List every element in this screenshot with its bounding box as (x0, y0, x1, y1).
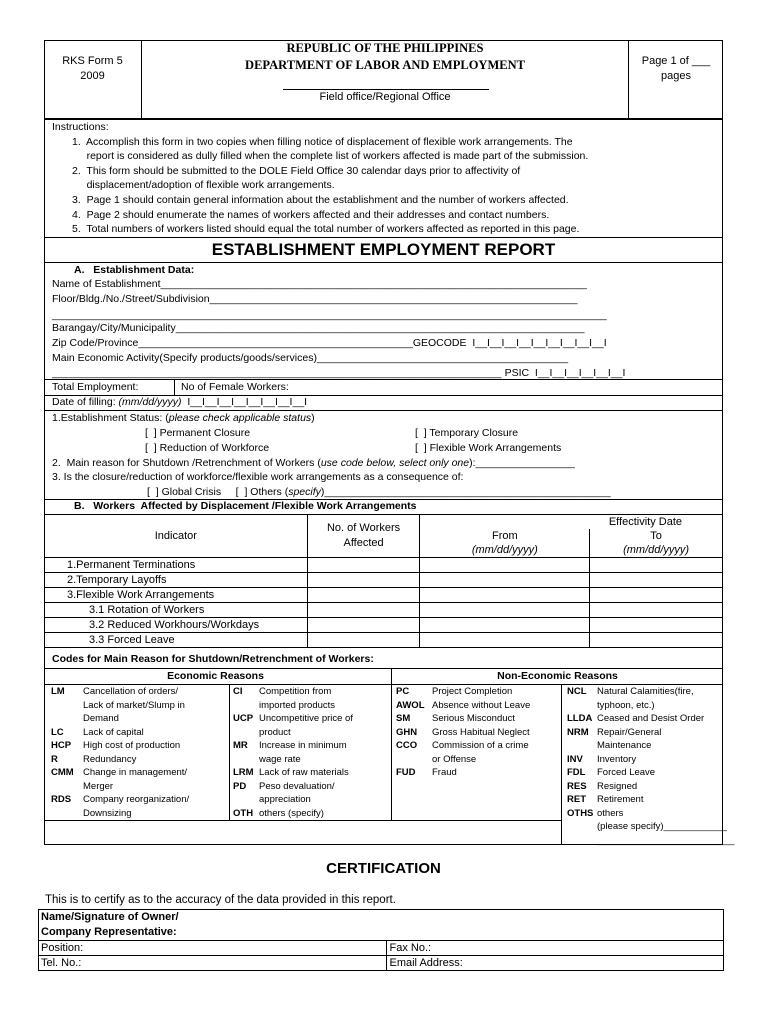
code-entry (233, 712, 391, 726)
code-entry (233, 699, 391, 713)
economic-activity-field[interactable]: Main Economic Activity(Specify products/goods/services)___________________________________________ (52, 352, 569, 364)
code-entry (396, 712, 561, 726)
code-description: Natural Calamities(fire, (597, 686, 694, 697)
establishment-name-field[interactable]: Name of Establishment_________________________________________________________________________ (52, 278, 587, 290)
female-workers-label[interactable]: No of Female Workers: (181, 381, 289, 393)
non-economic-codes-col3 (396, 685, 561, 780)
code-description: Downsizing (83, 807, 132, 819)
code-entry (51, 739, 229, 753)
code-key: R (51, 753, 58, 765)
code-description: Forced Leave (597, 767, 656, 778)
hr (44, 668, 723, 669)
col-indicator: Indicator (45, 515, 308, 558)
to-cell[interactable] (590, 558, 723, 573)
date-of-filing[interactable] (52, 396, 307, 408)
report-title: ESTABLISHMENT EMPLOYMENT REPORT (211, 240, 556, 259)
code-description: wage rate (259, 753, 301, 765)
code-entry (233, 739, 391, 753)
table-row (45, 558, 723, 573)
code-entry (51, 685, 229, 699)
code-entry (51, 780, 229, 794)
instructions-title: Instructions: (52, 121, 109, 133)
workers-cell[interactable] (307, 588, 420, 603)
code-description: typhoon, etc.) (597, 699, 655, 711)
code-entry (51, 726, 229, 740)
row-indicator: 3.1 Rotation of Workers (45, 603, 308, 618)
code-description: Project Completion (432, 686, 513, 697)
code-key: FDL (567, 767, 586, 778)
code-entry (567, 739, 723, 753)
code-key: LRM (233, 767, 254, 778)
economic-codes-col1 (51, 685, 229, 820)
code-key: CMM (51, 767, 74, 778)
code-description: Uncompetitive price of (259, 713, 353, 724)
code-description: Company reorganization/ (83, 794, 190, 805)
code-description: Demand (83, 713, 119, 724)
row-indicator: 3.2 Reduced Workhours/Workdays (45, 618, 308, 633)
zip-geocode-field[interactable]: Zip Code/Province_______________________________________________GEOCODE I__I__I__I__I__I__I__I__I__I (52, 337, 607, 349)
total-employment-label[interactable]: Total Employment: (52, 381, 139, 393)
code-key: SM (396, 713, 411, 724)
row-indicator: 3.3 Forced Leave (45, 633, 308, 648)
code-entry (233, 780, 391, 794)
section-a-title: A. Establishment Data: (74, 264, 195, 276)
consequence-options[interactable]: [ ] Global Crisis [ ] Others (specify)_________________________________________________ (147, 486, 611, 498)
code-key: PD (233, 780, 247, 792)
code-key: INV (567, 753, 583, 765)
code-key: RES (567, 780, 587, 792)
code-key: NRM (567, 726, 589, 738)
workers-cell[interactable] (307, 573, 420, 588)
from-cell[interactable] (420, 588, 590, 603)
code-description: Inventory (597, 753, 637, 765)
table-row (45, 603, 723, 618)
from-cell[interactable] (420, 633, 590, 648)
code-description: Absence without Leave (432, 699, 531, 711)
row-indicator: 2.Temporary Layoffs (45, 573, 308, 588)
workers-cell[interactable] (307, 558, 420, 573)
col-effectivity: Effectivity Date (420, 515, 723, 530)
page-counter: Page 1 of ___ pages (641, 55, 711, 82)
barangay-field[interactable]: Barangay/City/Municipality______________________________________________________________________ (52, 322, 585, 334)
to-cell[interactable] (590, 573, 723, 588)
code-key: RET (567, 794, 586, 805)
code-entry (51, 712, 229, 726)
codes-title: Codes for Main Reason for Shutdown/Retrenchment of Workers: (52, 653, 374, 665)
workers-cell[interactable] (307, 618, 420, 633)
code-key: CI (233, 686, 243, 697)
certification-title: CERTIFICATION (326, 860, 441, 877)
status-label: 1.Establishment Status: (please check applicable status) (52, 412, 315, 424)
hr (44, 820, 562, 821)
section-b-title: B. Workers Affected by Displacement /Flexible Work Arrangements (74, 500, 417, 512)
code-entry (233, 793, 391, 807)
psic-field[interactable]: _____________________________________________________________________________ PSIC I__I__I__I__I__I__I (52, 367, 626, 379)
form-id: RKS Form 5 2009 (62, 55, 123, 82)
code-entry (567, 699, 723, 713)
code-description: Lack of market/Slump in (83, 699, 185, 711)
code-entry (51, 766, 229, 780)
codes-divider (229, 684, 230, 820)
code-key: NCL (567, 686, 587, 697)
from-cell[interactable] (420, 573, 590, 588)
address-floor-field[interactable]: Floor/Bldg./No./Street/Subdivision_______________________________________________________________ (52, 293, 578, 305)
code-description: Cancellation of orders/ (83, 686, 179, 697)
code-description: (please specify)____________ (597, 821, 727, 832)
code-entry (567, 807, 723, 821)
vdivider (174, 379, 175, 395)
office-label: Field office/Regional Office (319, 91, 451, 103)
code-description: appreciation (259, 794, 311, 805)
code-description: Repair/General (597, 726, 662, 738)
col-no-workers: No. of Workers Affected (307, 515, 420, 558)
code-description: imported products (259, 699, 336, 711)
code-entry (567, 766, 723, 780)
date-filing-format: (mm/dd/yyyy) (118, 396, 182, 408)
reduction-workforce-checkbox[interactable]: [ ] Reduction of Workforce (145, 442, 270, 454)
code-key: LC (51, 726, 64, 738)
col-to: To (590, 529, 723, 543)
code-entry (567, 753, 723, 767)
from-cell[interactable] (420, 603, 590, 618)
code-key: HCP (51, 740, 72, 751)
code-key: MR (233, 740, 248, 751)
instruction-line: 3. Page 1 should contain general information about the establishment and the number of workers affected. (72, 194, 569, 206)
address-blank-field[interactable]: _______________________________________________________________________________________________ (52, 309, 607, 321)
office-underline (283, 89, 489, 90)
from-cell[interactable] (420, 618, 590, 633)
fax-field[interactable]: Fax No.: (387, 941, 724, 956)
code-entry (567, 712, 723, 726)
code-description: Lack of raw materials (259, 767, 349, 778)
code-description: Ceased and Desist Order (597, 713, 705, 724)
workers-cell[interactable] (307, 603, 420, 618)
code-entry (567, 793, 723, 807)
instruction-line: 4. Page 2 should enumerate the names of workers affected and their addresses and contact numbers. (72, 209, 550, 221)
code-entry (396, 726, 561, 740)
code-description: Merger (83, 780, 114, 792)
code-entry (396, 685, 561, 699)
code-description: Maintenance (597, 740, 652, 751)
code-key: LM (51, 686, 65, 697)
instruction-line: 1. Accomplish this form in two copies when filling notice of displacement of flexible work arrangements. The (72, 136, 573, 148)
code-entry (233, 753, 391, 767)
table-row (45, 633, 723, 648)
economic-codes-col2 (233, 685, 391, 820)
code-key: OTHS (567, 807, 594, 819)
code-key: UCP (233, 713, 254, 724)
code-description: others (597, 807, 624, 819)
code-entry (396, 753, 561, 767)
code-key: GHN (396, 726, 418, 738)
from-cell[interactable] (420, 558, 590, 573)
code-entry (233, 685, 391, 699)
position-field[interactable]: Position: (39, 941, 387, 956)
code-entry (233, 807, 391, 821)
code-entry (567, 726, 723, 740)
instruction-line: 2. This form should be submitted to the DOLE Field Office 30 calendar days prior to affectivity of (72, 165, 521, 177)
col-from: From (420, 529, 590, 543)
economic-title: Economic Reasons (167, 670, 264, 682)
code-description: Increase in minimum (259, 740, 347, 751)
code-entry (51, 793, 229, 807)
workers-cell[interactable] (307, 633, 420, 648)
col-to-format: (mm/dd/yyyy) (590, 543, 723, 558)
non-economic-title: Non-Economic Reasons (497, 670, 618, 682)
to-cell[interactable] (590, 618, 723, 633)
code-entry (567, 820, 727, 834)
email-field[interactable]: Email Address: (387, 956, 724, 971)
to-cell[interactable] (590, 633, 723, 648)
main-reason-field[interactable]: 2. Main reason for Shutdown /Retrenchment of Workers (use code below, select only one):_________________ (52, 457, 575, 469)
code-entry (567, 780, 723, 794)
code-entry (233, 766, 391, 780)
date-filing-label: Date of filling: (52, 396, 119, 408)
row-indicator: 1.Permanent Terminations (45, 558, 308, 573)
code-description: Gross Habitual Neglect (432, 726, 530, 738)
code-key: OTH (233, 807, 254, 819)
code-description: Serious Misconduct (432, 713, 515, 724)
code-description: __________________________ (597, 834, 735, 846)
flexible-work-checkbox[interactable]: [ ] Flexible Work Arrangements (415, 442, 562, 454)
code-entry (51, 807, 229, 821)
workers-affected-table (44, 514, 723, 648)
code-entry (396, 699, 561, 713)
code-entry (567, 834, 735, 848)
code-description: or Offense (432, 753, 477, 765)
table-row (45, 618, 723, 633)
code-description: others (specify) (259, 807, 324, 819)
code-description: Competition from (259, 686, 332, 697)
code-key: RDS (51, 794, 72, 805)
table-row (45, 588, 723, 603)
republic-heading: REPUBLIC OF THE PHILIPPINES (286, 41, 484, 55)
code-description: Lack of capital (83, 726, 144, 738)
codes-divider (391, 669, 392, 820)
code-entry (233, 726, 391, 740)
department-heading: DEPARTMENT OF LABOR AND EMPLOYMENT (245, 58, 525, 72)
non-economic-codes-col4 (567, 685, 735, 847)
hr (44, 379, 723, 380)
certification-statement: This is to certify as to the accuracy of the data provided in this report. (45, 894, 396, 906)
row-indicator: 3.Flexible Work Arrangements (45, 588, 308, 603)
permanent-closure-checkbox[interactable]: [ ] Permanent Closure (145, 427, 251, 439)
certification-table (38, 909, 724, 971)
code-description: Commission of a crime (432, 740, 529, 751)
tel-field[interactable]: Tel. No.: (39, 956, 387, 971)
code-description: Retirement (597, 794, 644, 805)
code-description: Resigned (597, 780, 638, 792)
code-entry (396, 739, 561, 753)
code-description: Redundancy (83, 753, 137, 765)
code-description: Change in management/ (83, 767, 188, 778)
code-key: CCO (396, 740, 418, 751)
code-description: Peso devaluation/ (259, 780, 335, 792)
code-entry (51, 753, 229, 767)
temporary-closure-checkbox[interactable]: [ ] Temporary Closure (415, 427, 519, 439)
code-entry (51, 699, 229, 713)
code-description: Fraud (432, 767, 457, 778)
table-row (45, 573, 723, 588)
code-key: PC (396, 686, 410, 697)
date-filing-boxes: I__I__I__I__I__I__I__I__I (181, 396, 308, 408)
instruction-line: 5. Total numbers of workers listed should equal the total number of workers affected as reported in this page. (72, 223, 580, 235)
code-entry (396, 766, 561, 780)
code-description: High cost of production (83, 740, 181, 751)
instruction-line: report is considered as dully filled when the complete list of workers affected is made part of the submission. (72, 150, 589, 162)
to-cell[interactable] (590, 588, 723, 603)
consequence-question: 3. Is the closure/reduction of workforce/flexible work arrangements as a consequence of: (52, 471, 464, 483)
code-key: AWOL (396, 699, 425, 711)
code-description: product (259, 726, 291, 738)
col-from-format: (mm/dd/yyyy) (420, 543, 590, 558)
code-key: FUD (396, 767, 416, 778)
instruction-line: displacement/adoption of flexible work arrangements. (72, 179, 335, 191)
name-signature-field[interactable]: Name/Signature of Owner/ Company Representative: (39, 910, 724, 941)
code-key: LLDA (567, 713, 593, 724)
code-entry (567, 685, 723, 699)
to-cell[interactable] (590, 603, 723, 618)
